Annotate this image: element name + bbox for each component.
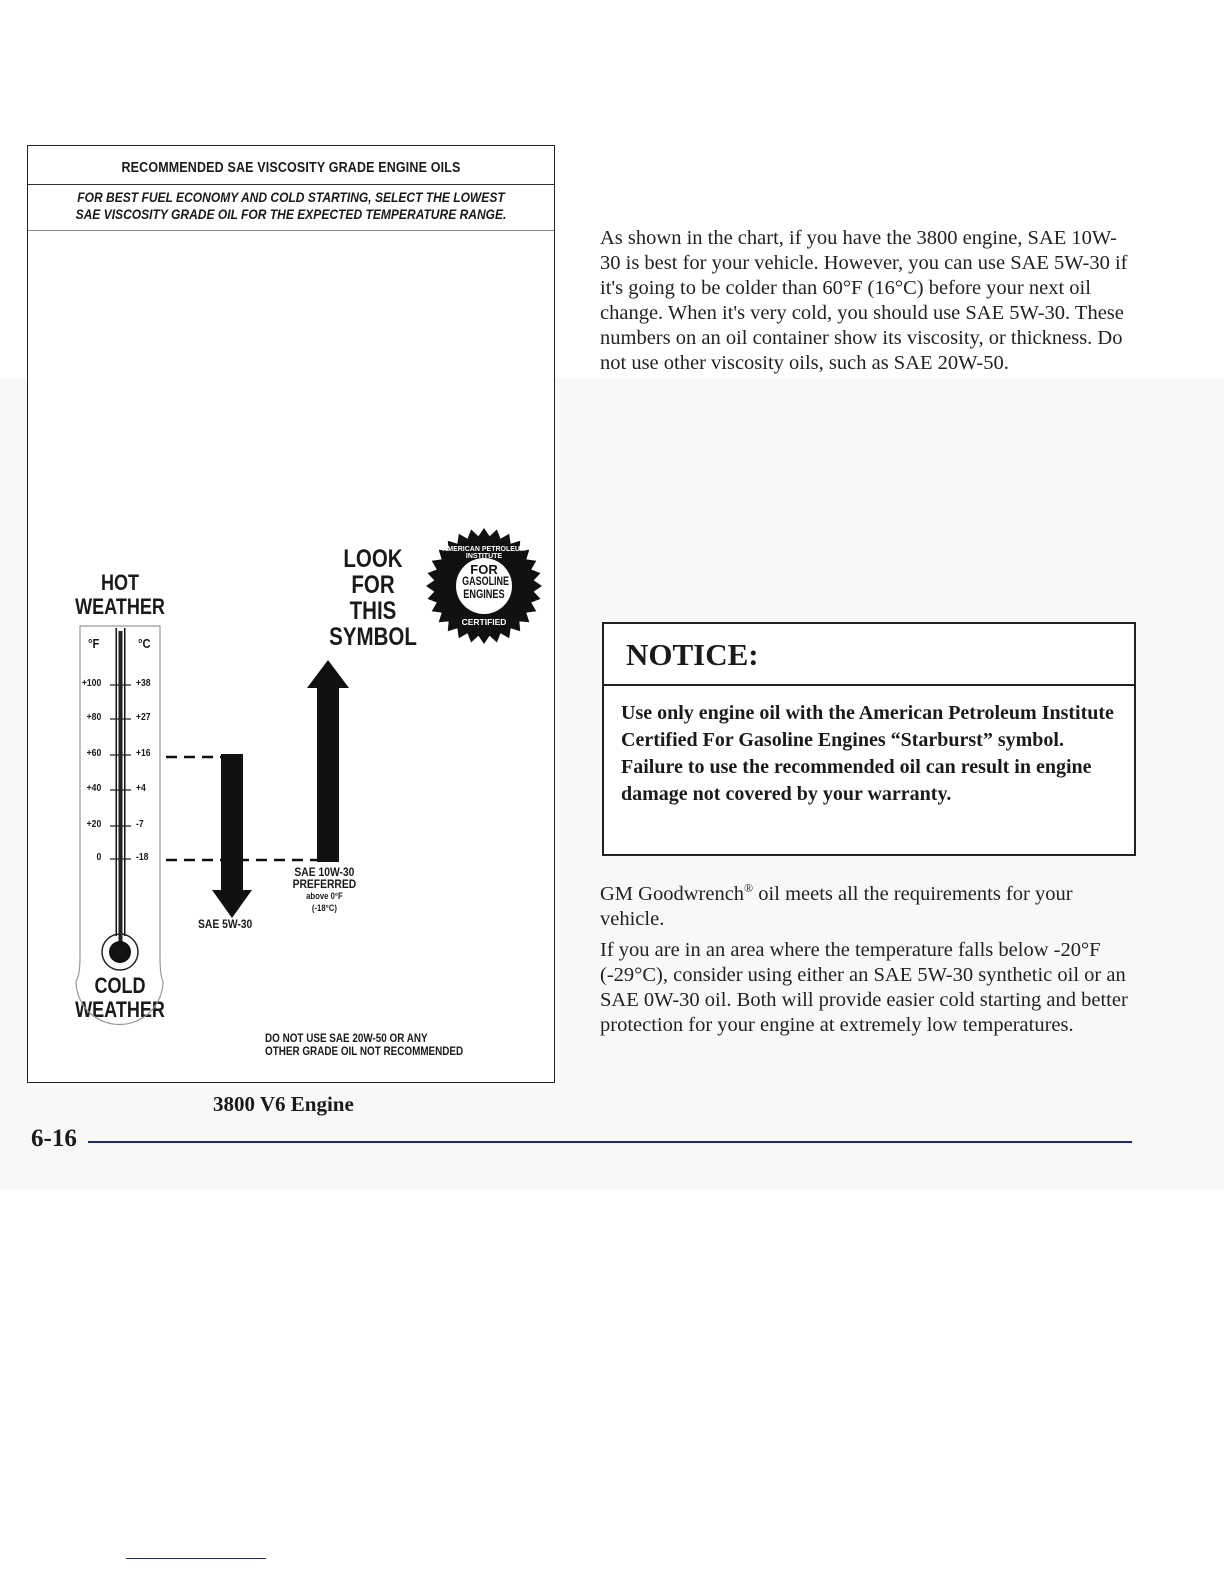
cold-label-line1: COLD: [94, 973, 146, 998]
chart-graphics: [28, 146, 554, 1082]
celsius-tick-label: -7: [136, 819, 144, 830]
above-temp-c-text: (-18°C): [311, 903, 337, 913]
up-arrow-icon: [307, 660, 349, 688]
seal-top-text: AMERICAN PETROLEUM INSTITUTE: [442, 546, 526, 560]
cold-temperature-paragraph: If you are in an area where the temperature falls below -20°F (-29°C), consider using either an SAE 5W-30 synthetic oil or an SAE 0W-30 oil. Both will provide easier cold starting and better protection for your engine at extremely low temperatures.: [600, 939, 1128, 1036]
intro-paragraph: As shown in the chart, if you have the 3800 engine, SAE 10W-30 is best for your vehicle. However, you can use SAE 5W-30 if it's going to be colder than 60°F (16°C) before your next oil change. When it's very cold, you should use SAE 5W-30. These numbers on an oil container show its viscosity, or thickness. Do not use other viscosity oils, such as SAE 20W-50.: [600, 227, 1128, 374]
seal-text-engines: ENGINES: [463, 589, 505, 601]
fahrenheit-label: °F: [88, 636, 100, 651]
seal-text-gasoline: GASOLINE: [462, 576, 510, 588]
goodwrench-text-rest: oil meets all the requirements for your vehicle.: [600, 882, 1073, 930]
fahrenheit-tick-label: +100: [81, 678, 102, 689]
seal-bottom-text: CERTIFIED: [461, 617, 507, 627]
thermometer-mercury: [119, 631, 123, 946]
look-line2: FOR THIS: [349, 571, 397, 625]
viscosity-chart: [27, 145, 555, 1083]
celsius-tick-label: +38: [136, 678, 151, 689]
notice-body: Use only engine oil with the American Petroleum Institute Certified For Gasoline Engines “Starburst” symbol. Failure to use the recommended oil can result in engine damage not covered by your warranty.: [621, 702, 1114, 805]
fahrenheit-tick-label: 0: [96, 852, 102, 863]
hot-label-line1: HOT: [100, 570, 140, 595]
registered-mark: ®: [744, 881, 754, 895]
celsius-tick-label: +4: [136, 783, 146, 794]
fahrenheit-tick-label: +40: [86, 783, 102, 794]
chart-caption: 3800 V6 Engine: [213, 1092, 354, 1116]
fahrenheit-tick-label: +20: [86, 819, 102, 830]
goodwrench-text: GM Goodwrench: [600, 882, 745, 905]
page-number: 6-16: [31, 1125, 77, 1152]
chart-warning: [265, 1033, 463, 1059]
sae-10w30-label: [290, 866, 359, 914]
footer-rule: [88, 1141, 1132, 1143]
hot-label-line2: WEATHER: [75, 594, 165, 619]
seal-center-text: [456, 563, 512, 602]
sae-10w30-text: SAE 10W-30: [294, 865, 355, 879]
fahrenheit-tick-label: +60: [86, 748, 102, 759]
chart-subtitle-line2: SAE VISCOSITY GRADE OIL FOR THE EXPECTED TEMPERATURE RANGE.: [75, 206, 507, 222]
look-line1: LOOK: [343, 545, 403, 573]
look-line3: SYMBOL: [329, 623, 417, 651]
chart-subtitle-line1: FOR BEST FUEL ECONOMY AND COLD STARTING, SELECT THE LOWEST: [77, 189, 505, 205]
sae-10w30-range-bar: [317, 684, 339, 862]
goodwrench-paragraph: [600, 876, 1130, 932]
warning-line1: DO NOT USE SAE 20W-50 OR ANY: [265, 1033, 428, 1045]
sae-5w30-range-bar: [221, 754, 243, 894]
warning-line2: OTHER GRADE OIL NOT RECOMMENDED: [265, 1046, 464, 1058]
bottom-line: [126, 1558, 266, 1559]
chart-title: RECOMMENDED SAE VISCOSITY GRADE ENGINE OILS: [121, 160, 461, 176]
celsius-tick-label: +27: [136, 712, 151, 723]
sae-5w30-label: SAE 5W-30: [198, 917, 253, 931]
celsius-tick-label: -18: [136, 852, 149, 863]
celsius-tick-label: +16: [136, 748, 151, 759]
notice-box: [602, 622, 1136, 856]
fahrenheit-tick-label: +80: [86, 712, 102, 723]
cold-label-line2: WEATHER: [75, 997, 165, 1022]
thermometer-bulb: [109, 941, 131, 963]
above-temp-text: above 0°F: [306, 891, 343, 901]
down-arrow-icon: [212, 890, 252, 918]
seal-text-for: FOR: [470, 562, 498, 577]
notice-heading: NOTICE:: [604, 624, 1134, 686]
preferred-text: PREFERRED: [292, 877, 357, 891]
celsius-label: °C: [138, 636, 151, 651]
